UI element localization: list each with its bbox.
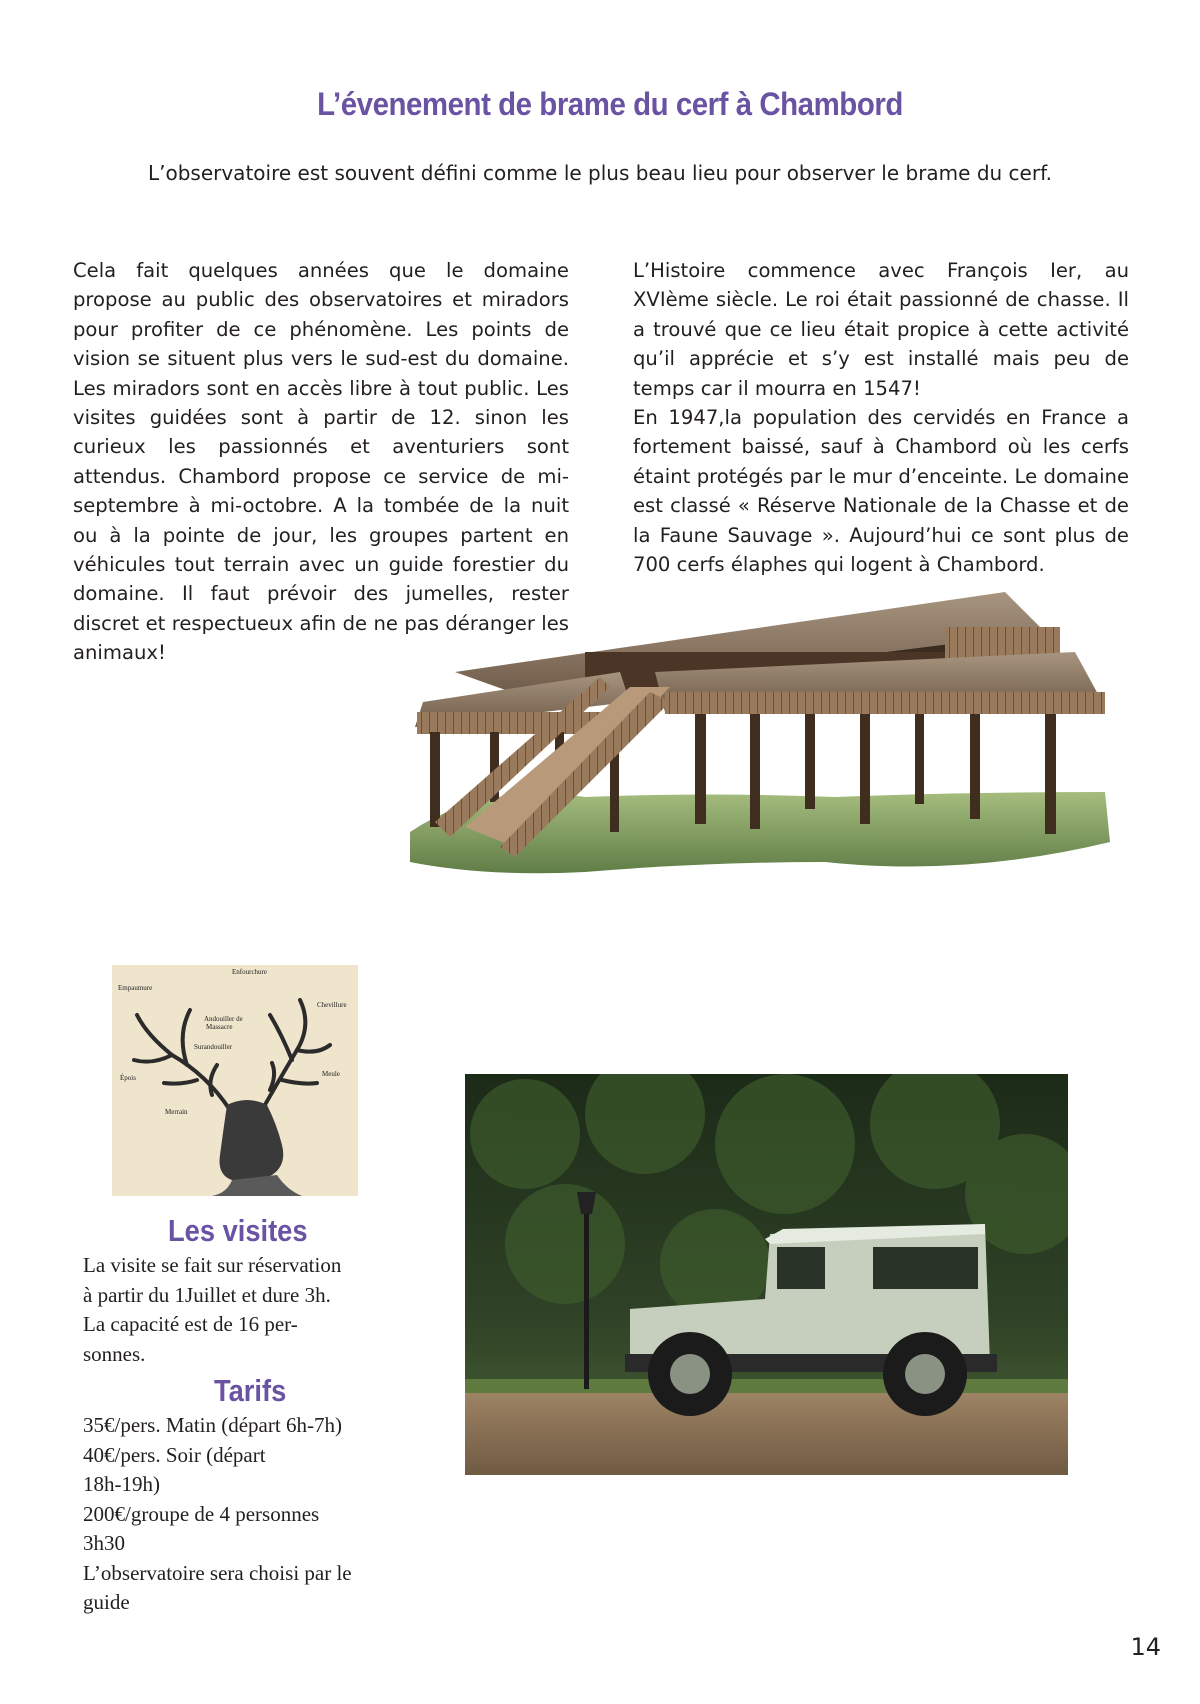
label-empaumure: Empaumure (118, 984, 153, 992)
tarifs-line: 35€/pers. Matin (départ 6h-7h) (83, 1413, 342, 1437)
tarifs-line: 3h30 (83, 1531, 125, 1555)
visites-line: sonnes. (83, 1341, 146, 1366)
tarifs-line: 40€/pers. Soir (départ (83, 1442, 266, 1467)
visites-line: La visite se fait sur réservation (83, 1253, 342, 1277)
tarifs-line: guide (83, 1590, 130, 1614)
history-paragraph: L’Histoire commence avec François Ier, au XVIème siècle. Le roi était passionné de chasse. Il a trouvé que ce lieu était propice à cette activité qu’il apprécie et s’y est installé mais peu de temps car il mourra en 1547! (633, 259, 1129, 400)
stag-antler-diagram (112, 965, 358, 1196)
tarifs-text (83, 1411, 393, 1618)
observatory-illustration (405, 592, 1125, 952)
label-surandouiller: Surandouiller (194, 1043, 233, 1051)
page-number: 14 (1130, 1633, 1161, 1661)
tarifs-line: 18h-19h) (83, 1472, 160, 1496)
right-column (633, 256, 1129, 579)
visites-heading: Les visites (168, 1213, 308, 1248)
tarifs-heading: Tarifs (214, 1373, 287, 1408)
page-subtitle: L’observatoire est souvent défini comme le plus beau lieu pour observer le brame du cerf. (147, 161, 1053, 185)
label-epois: Épois (120, 1074, 136, 1082)
label-meule: Meule (322, 1070, 340, 1078)
label-enfourchure: Enfourchure (232, 968, 267, 976)
label-massacre: Massacre (206, 1023, 233, 1031)
population-paragraph: En 1947,la population des cervidés en France a fortement baissé, sauf à Chambord où les cerfs étaint protégés par le mur d’enceinte. Le domaine est classé « Réserve Nationale de la Chasse et de la Faune Sauvage ». Aujourd’hui ce sont plus de 700 cerfs élaphes qui logent à Chambord. (633, 406, 1129, 577)
label-andouiller: Andouiller de (204, 1015, 243, 1023)
visites-line: à partir du 1Juillet et dure 3h. (83, 1282, 331, 1307)
visites-text (83, 1251, 368, 1369)
label-merrain: Merrain (165, 1108, 188, 1116)
label-chevillure: Chevillure (317, 1001, 347, 1009)
tarifs-line: L’observatoire sera choisi par le (83, 1560, 352, 1585)
page-title: L’évenement de brame du cerf à Chambord (317, 86, 903, 122)
land-rover-photo (465, 1074, 1068, 1475)
tarifs-line: 200€/groupe de 4 personnes (83, 1501, 320, 1526)
left-column-paragraph: Cela fait quelques années que le domaine propose au public des observatoires et miradors pour profiter de ce phénomène. Les points de vision se situent plus vers le sud-est du domaine. Les miradors sont en accès libre à tout public. Les visites guidées sont à partir de 12. sinon les curieux les passionnés et aventuriers sont attendus. Chambord propose ce service de mi-septembre à mi-octobre. A la tombée de la nuit ou à la pointe de jour, les groupes partent en véhicules tout terrain avec un guide forestier du domaine. Il faut prévoir des jumelles, rester discret et respectueux afin de ne pas déranger les animaux! (73, 259, 569, 665)
visites-line: La capacité est de 16 per- (83, 1312, 298, 1336)
